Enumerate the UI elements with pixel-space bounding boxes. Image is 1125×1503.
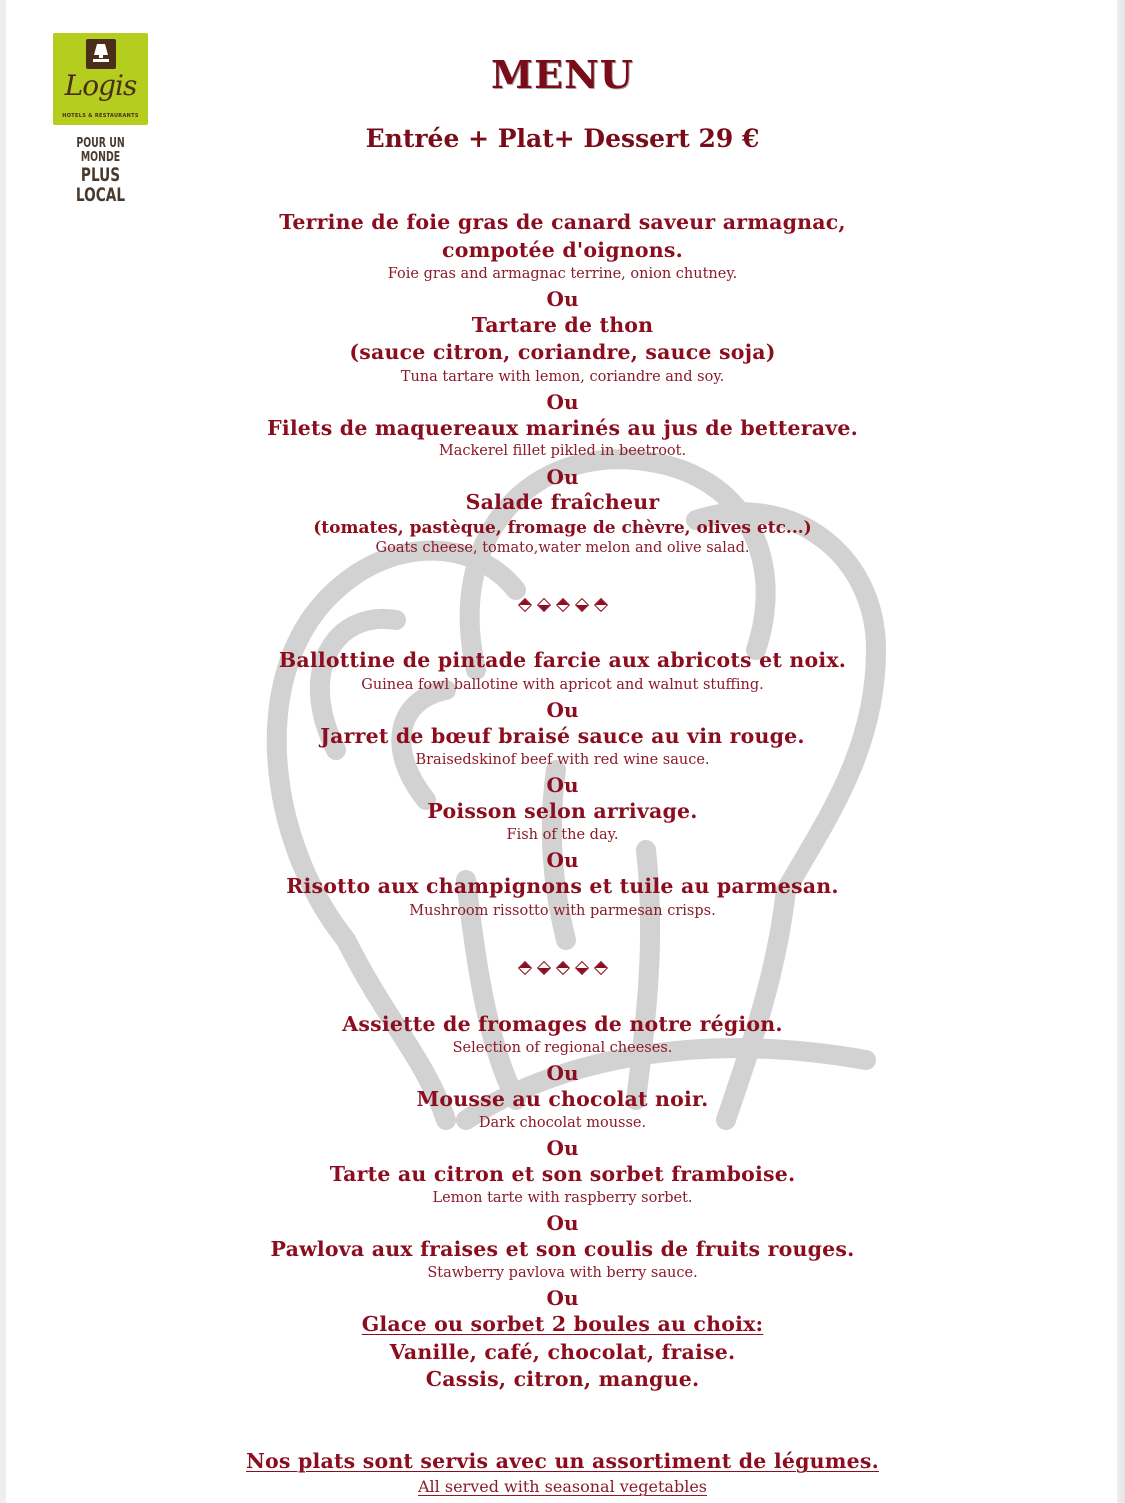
or-label: Ou	[546, 1211, 579, 1235]
entree-3-english: Mackerel fillet pikled in beetroot.	[438, 443, 687, 459]
diamond-icon	[555, 598, 569, 612]
plat-3-name: Poisson selon arrivage.	[427, 799, 698, 823]
plat-4-name: Risotto aux champignons et tuile au parmesan.	[286, 874, 839, 898]
plat-2-name: Jarret de bœuf braisé sauce au vin rouge.	[320, 724, 805, 748]
logo-brand-text: Logis	[64, 69, 137, 102]
logis-logo-box	[53, 33, 148, 125]
logo-subtitle: HOTELS & RESTAURANTS	[62, 113, 139, 119]
diamond-icon	[517, 961, 531, 975]
or-label: Ou	[546, 848, 579, 872]
diamond-icon	[555, 961, 569, 975]
entree-3-name: Filets de maquereaux marinés au jus de betterave.	[267, 416, 858, 440]
ice-cream-flavors-2: Cassis, citron, mangue.	[425, 1367, 700, 1391]
entree-4-english: Goats cheese, tomato,water melon and olive salad.	[375, 540, 750, 556]
dessert-3-name: Tarte au citron et son sorbet framboise.	[329, 1162, 796, 1186]
or-label: Ou	[546, 390, 579, 414]
entree-2-english: Tuna tartare with lemon, coriandre and soy.	[400, 369, 725, 385]
plat-1-english: Guinea fowl ballotine with apricot and walnut stuffing.	[361, 677, 764, 693]
dessert-4-name: Pawlova aux fraises et son coulis de fruits rouges.	[270, 1237, 855, 1261]
section-separator	[0, 597, 1125, 613]
page-title: MENU	[491, 52, 634, 97]
plat-1-name: Ballottine de pintade farcie aux abricots et noix.	[278, 648, 847, 672]
or-label: Ou	[546, 465, 579, 489]
section-separator	[0, 960, 1125, 976]
or-label: Ou	[546, 1136, 579, 1160]
or-label: Ou	[546, 287, 579, 311]
plat-2-english: Braisedskinof beef with red wine sauce.	[415, 752, 710, 768]
entree-2-name-line2: (sauce citron, coriandre, sauce soja)	[349, 340, 776, 364]
diamond-icon	[593, 961, 607, 975]
entree-2-name-line1: Tartare de thon	[471, 313, 654, 337]
dessert-2-english: Dark chocolat mousse.	[478, 1115, 647, 1131]
entree-1-english: Foie gras and armagnac terrine, onion chutney.	[387, 266, 738, 282]
diamond-icon	[574, 598, 588, 612]
entree-1-name-line2: compotée d'oignons.	[442, 238, 683, 262]
dessert-4-english: Stawberry pavlova with berry sauce.	[427, 1265, 698, 1281]
entree-4-name-line2: (tomates, pastèque, fromage de chèvre, olives etc...)	[313, 518, 812, 538]
diamond-icon	[574, 961, 588, 975]
diamond-icon	[536, 961, 550, 975]
diamond-icon	[536, 598, 550, 612]
or-label: Ou	[546, 773, 579, 797]
or-label: Ou	[546, 698, 579, 722]
logo-tagline-2: PLUS LOCAL	[75, 164, 126, 206]
dessert-1-english: Selection of regional cheeses.	[452, 1040, 673, 1056]
entree-4-name-line1: Salade fraîcheur	[465, 490, 660, 514]
menu-formula-price: Entrée + Plat+ Dessert 29 €	[365, 124, 760, 153]
diamond-icon	[517, 598, 531, 612]
footer-note-french: Nos plats sont servis avec un assortiment de légumes.	[246, 1449, 879, 1473]
dessert-1-name: Assiette de fromages de notre région.	[342, 1012, 783, 1036]
or-label: Ou	[546, 1286, 579, 1310]
footer-note-english: All served with seasonal vegetables	[417, 1477, 707, 1496]
dessert-3-english: Lemon tarte with raspberry sorbet.	[432, 1190, 693, 1206]
logo-tagline-1: POUR UN MONDE	[76, 136, 125, 165]
or-label: Ou	[546, 1061, 579, 1085]
dessert-2-name: Mousse au chocolat noir.	[416, 1087, 709, 1111]
lamp-icon	[86, 39, 116, 69]
ice-cream-heading: Glace ou sorbet 2 boules au choix:	[361, 1312, 764, 1336]
diamond-icon	[593, 598, 607, 612]
plat-3-english: Fish of the day.	[506, 827, 619, 843]
plat-4-english: Mushroom rissotto with parmesan crisps.	[409, 903, 716, 919]
entree-1-name-line1: Terrine de foie gras de canard saveur armagnac,	[279, 210, 846, 234]
logis-logo	[53, 33, 148, 205]
ice-cream-flavors-1: Vanille, café, chocolat, fraise.	[389, 1340, 736, 1364]
